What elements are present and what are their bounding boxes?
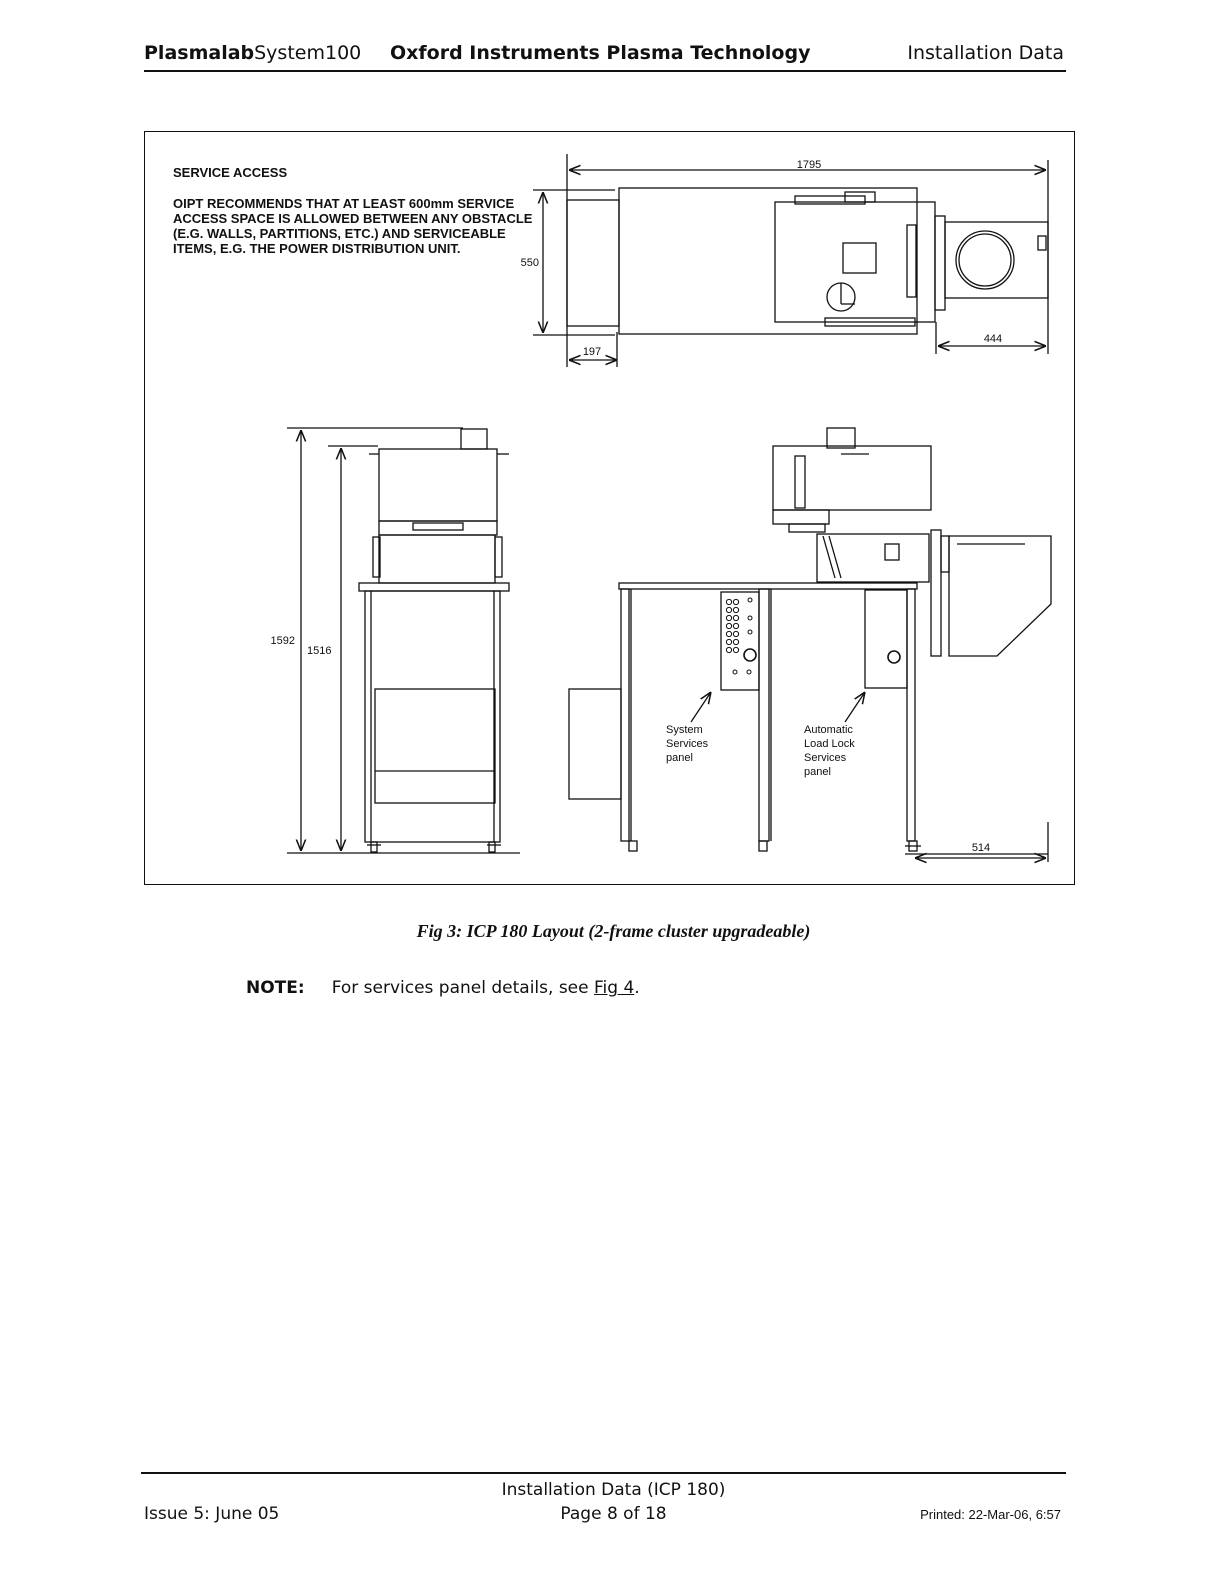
note: NOTE: For services panel details, see Fig 4. — [246, 978, 640, 998]
svg-text:Services: Services — [804, 752, 847, 764]
svg-text:Load Lock: Load Lock — [804, 738, 855, 750]
page-header — [144, 42, 1066, 72]
footer-rule — [141, 1472, 1066, 1474]
side-view — [569, 428, 1051, 862]
dim-frame-height: 1516 — [307, 645, 332, 657]
dim-length: 1795 — [796, 159, 822, 171]
dim-side-clearance: 514 — [971, 842, 991, 854]
svg-text:System: System — [666, 724, 703, 736]
plan-view — [533, 154, 1048, 367]
service-access-title: SERVICE ACCESS — [173, 165, 288, 180]
dim-loadlock: 444 — [983, 333, 1003, 345]
callout-loadlock-services — [804, 724, 855, 778]
system-services-panel — [726, 598, 756, 674]
footer-title: Installation Data (ICP 180) — [501, 1480, 726, 1500]
layout-figure — [144, 131, 1075, 885]
fig4-link[interactable]: Fig 4 — [594, 978, 635, 998]
dim-depth: 550 — [520, 257, 539, 269]
service-access-body: OIPT RECOMMENDS THAT AT LEAST 600mm SERVICE ACCESS SPACE IS ALLOWED BETWEEN ANY OBSTACLE (E.G. WALLS, PARTITIONS, ETC.) AND SERVICEABLE ITEMS, E.G. THE POWER DISTRIBUTION UNIT. — [173, 196, 533, 256]
svg-text:Services: Services — [666, 738, 709, 750]
loadlock-panel-knob — [888, 651, 900, 663]
svg-text:panel: panel — [804, 766, 831, 778]
section-title: Installation Data — [907, 42, 1064, 64]
footer-page: Page 8 of 18 — [560, 1504, 667, 1524]
svg-text:panel: panel — [666, 752, 693, 764]
dim-rear: 197 — [582, 346, 602, 358]
dim-total-height: 1592 — [270, 635, 295, 647]
figure-caption: Fig 3: ICP 180 Layout (2-frame cluster upgradeable) — [416, 921, 811, 941]
callout-system-services — [666, 724, 709, 764]
note-text: For services panel details, see — [331, 978, 595, 998]
product-name: PlasmalabSystem100 — [144, 42, 362, 64]
service-access-note — [173, 165, 533, 256]
company-name: Oxford Instruments Plasma Technology — [390, 42, 811, 64]
footer-issue: Issue 5: June 05 — [144, 1504, 280, 1524]
svg-text:Automatic: Automatic — [804, 724, 853, 736]
note-label: NOTE: — [246, 978, 305, 998]
end-view — [287, 428, 520, 853]
footer-printed: Printed: 22-Mar-06, 6:57 — [920, 1507, 1061, 1522]
